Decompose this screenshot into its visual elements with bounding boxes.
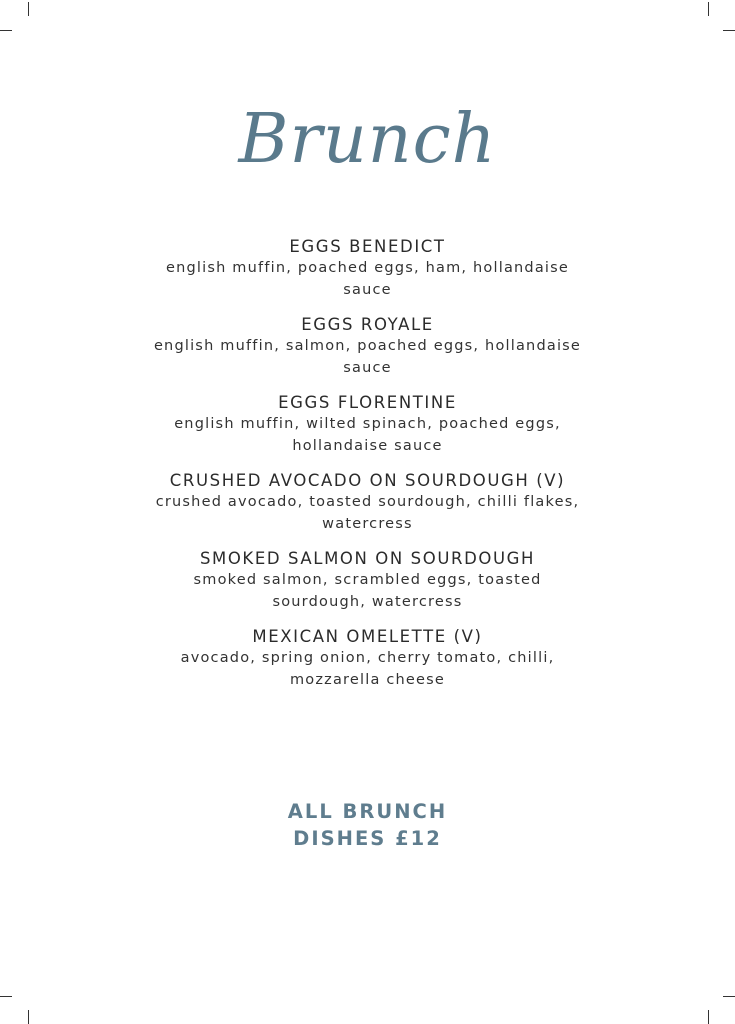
crop-mark-top-left-v [28,2,29,16]
menu-item-desc-line: english muffin, poached eggs, ham, hollandaise [165,260,570,276]
menu-item [128,548,608,613]
price-note-line: ALL BRUNCH [287,800,448,823]
menu-item-desc-line: avocado, spring onion, cherry tomato, chilli, [180,650,555,666]
menu-item-desc-line: crushed avocado, toasted sourdough, chilli flakes, [155,494,580,510]
crop-mark-bottom-left-v [28,1010,29,1024]
price-note [0,798,735,852]
menu-item-name: CRUSHED AVOCADO ON SOURDOUGH (V) [169,471,566,490]
menu-item-desc-line: smoked salmon, scrambled eggs, toasted [193,572,542,588]
menu-item-name: EGGS ROYALE [301,315,434,334]
menu-item-desc-line: sauce [343,281,392,298]
menu-item-name: EGGS BENEDICT [289,237,446,256]
menu-item-name: SMOKED SALMON ON SOURDOUGH [199,549,536,568]
menu-item-desc-line: mozzarella cheese [289,671,446,688]
page-title: Brunch [238,100,497,179]
menu-item-name: EGGS FLORENTINE [278,393,457,412]
menu-item-desc-line: sourdough, watercress [272,593,463,610]
menu-item-desc-line: hollandaise sauce [292,437,443,454]
crop-mark-top-right-h [723,30,735,31]
crop-mark-top-left-h [0,30,12,31]
menu-item-desc-line: sauce [343,359,392,376]
crop-mark-bottom-left-h [0,996,12,997]
menu-item [128,470,608,535]
menu-item-desc-line: watercress [322,515,413,532]
crop-mark-bottom-right-h [723,996,735,997]
crop-mark-top-right-v [708,2,709,16]
menu-item [128,236,608,301]
menu-item [128,392,608,457]
price-note-line: DISHES £12 [293,827,442,850]
crop-mark-bottom-right-v [708,1010,709,1024]
menu-item-desc-line: english muffin, wilted spinach, poached eggs, [174,416,561,432]
menu-item [128,626,608,691]
menu-item-name: MEXICAN OMELETTE (V) [252,627,483,646]
menu-item [128,314,608,379]
menu-item-desc-line: english muffin, salmon, poached eggs, hollandaise [153,338,582,354]
menu-list [0,236,735,704]
